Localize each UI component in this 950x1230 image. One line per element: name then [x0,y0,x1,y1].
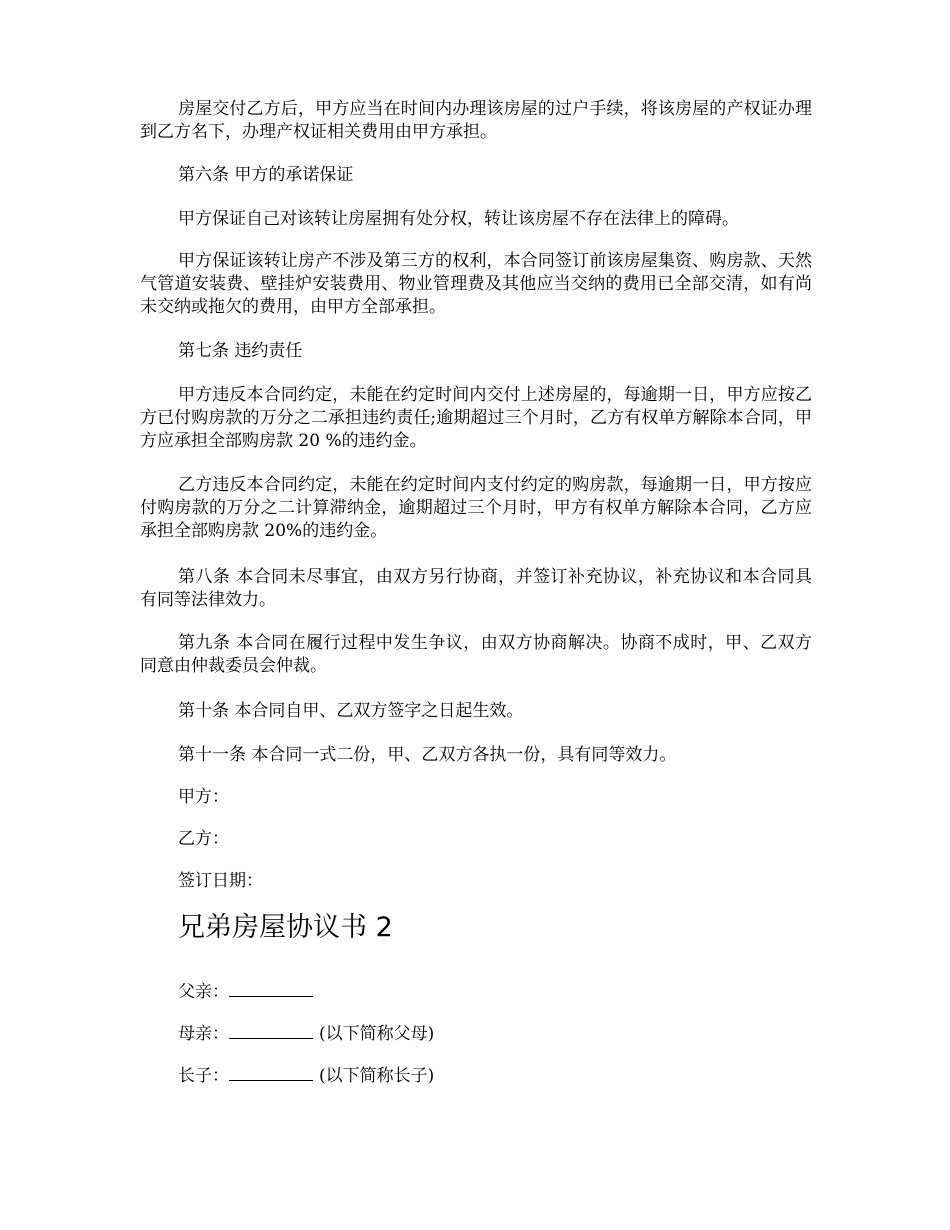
paragraph-party-a-breach: 甲方违反本合同约定，未能在约定时间内交付上述房屋的，每逾期一日，甲方应按乙方已付购房款的万分之二承担违约责任;逾期超过三个月时，乙方有权单方解除本合同，甲方应承担全部购房款 20 %的违约金。 [140,385,812,451]
paragraph-ownership-guarantee: 甲方保证自己对该转让房屋拥有处分权，转让该房屋不存在法律上的障碍。 [178,209,739,229]
signature-date: 签订日期： [178,871,263,891]
article-7-title: 第七条 违约责任 [178,341,303,361]
article-6-title: 第六条 甲方的承诺保证 [178,165,354,185]
paragraph-transfer-procedure: 房屋交付乙方后，甲方应当在时间内办理该房屋的过户手续，将该房屋的产权证办理到乙方名下，办理产权证相关费用由甲方承担。 [140,99,812,142]
party-eldest-son-line [178,1064,434,1088]
paragraph-article-10: 第十条 本合同自甲、乙双方签字之日起生效。 [178,701,524,721]
mother-note: (以下简称父母) [319,1024,435,1044]
mother-blank [229,1022,313,1039]
mother-label: 母亲： [178,1024,229,1044]
father-label: 父亲： [178,982,229,1002]
paragraph-party-b-breach: 乙方违反本合同约定，未能在约定时间内支付约定的购房款，每逾期一日，甲方按应付购房款的万分之二计算滞纳金，逾期超过三个月时，甲方有权单方解除本合同，乙方应承担全部购房款 20%的违约金。 [140,475,812,541]
section-title: 兄弟房屋协议书 2 [178,912,393,943]
paragraph-article-11: 第十一条 本合同一式二份，甲、乙双方各执一份，具有同等效力。 [178,745,677,765]
paragraph-article-9: 第九条 本合同在履行过程中发生争议，由双方协商解决。协商不成时，甲、乙双方同意由仲裁委员会仲裁。 [140,633,812,676]
signature-party-b: 乙方： [178,829,229,849]
eldest-son-label: 长子： [178,1066,229,1086]
party-father-line [178,980,319,1004]
party-mother-line [178,1022,434,1046]
father-blank [229,980,313,997]
eldest-son-note: (以下简称长子) [319,1066,435,1086]
eldest-son-blank [229,1064,313,1081]
paragraph-third-party-rights: 甲方保证该转让房产不涉及第三方的权利，本合同签订前该房屋集资、购房款、天然气管道安装费、壁挂炉安装费用、物业管理费及其他应当交纳的费用已全部交清，如有尚未交纳或拖欠的费用，由甲方全部承担。 [140,251,812,317]
paragraph-article-8: 第八条 本合同未尽事宜，由双方另行协商，并签订补充协议，补充协议和本合同具有同等法律效力。 [140,567,812,610]
signature-party-a: 甲方： [178,787,229,807]
